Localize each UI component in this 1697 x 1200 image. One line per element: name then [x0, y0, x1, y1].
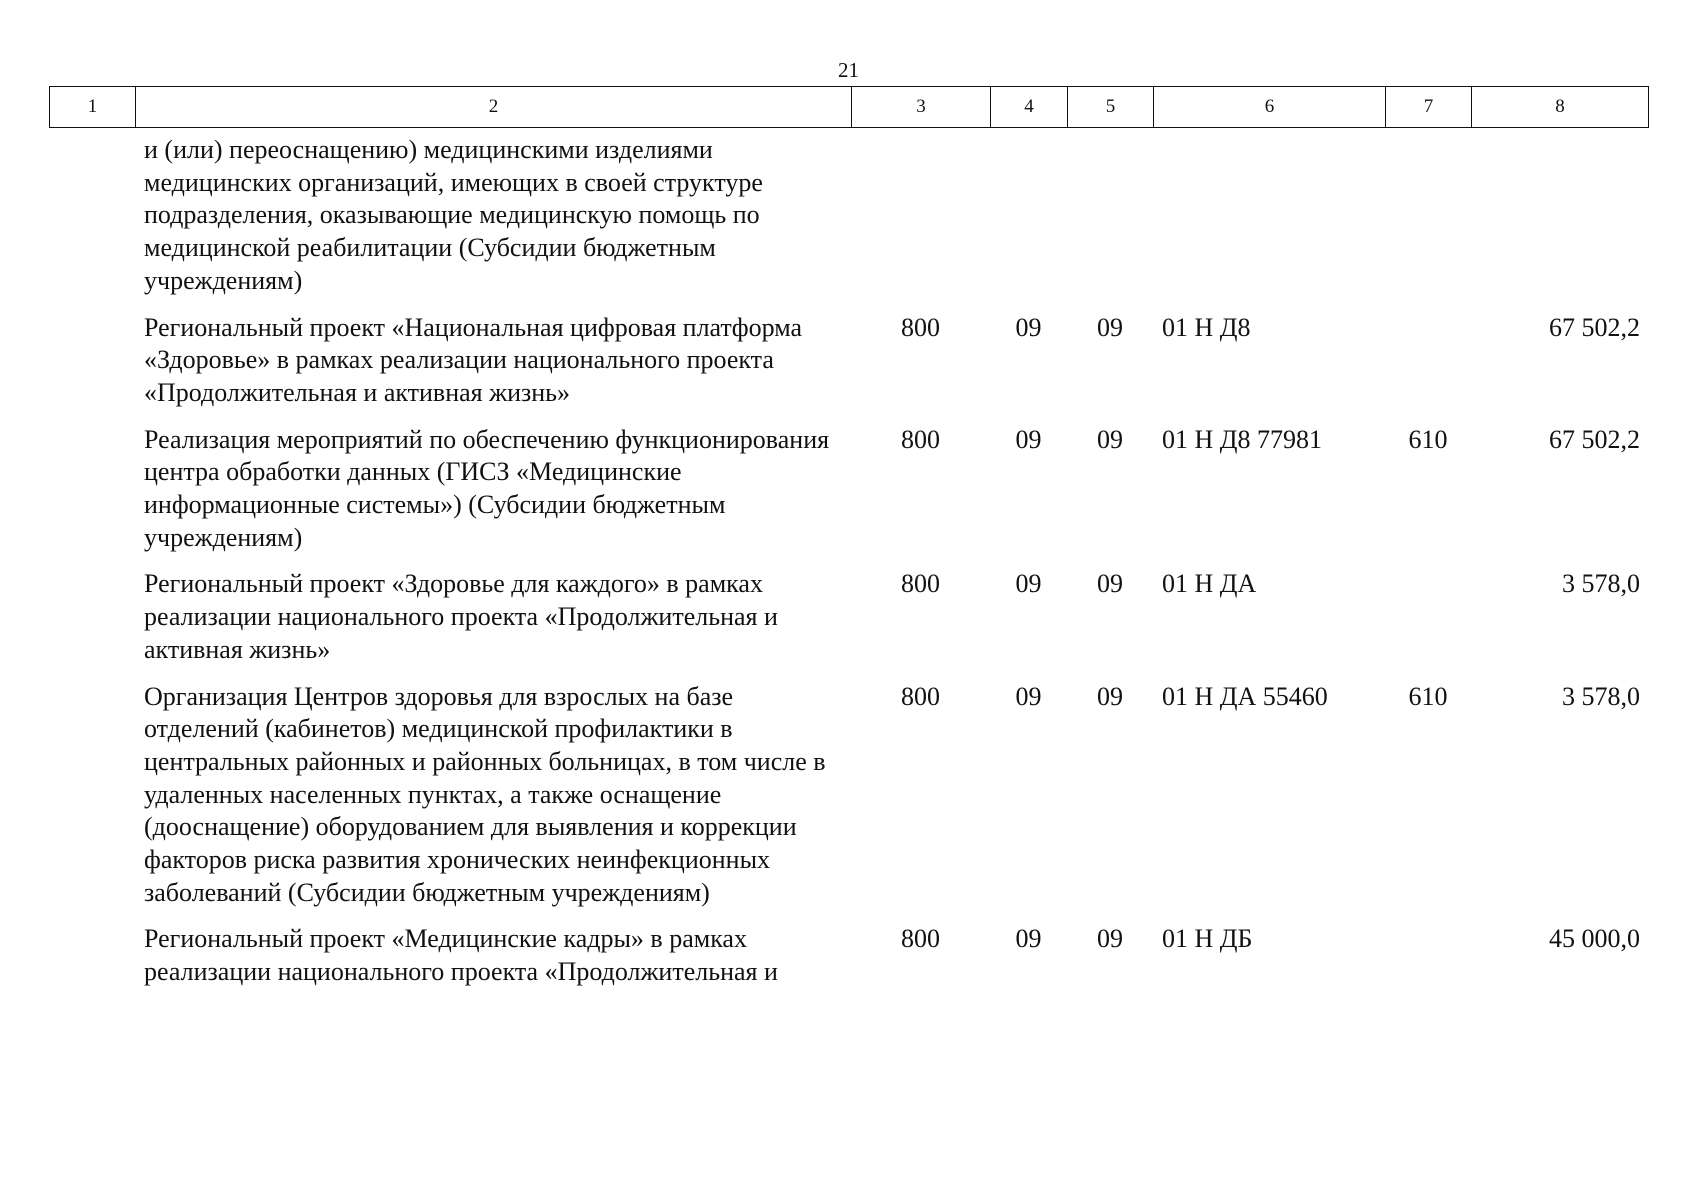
row-code6: 01 Н ДА — [1162, 569, 1257, 599]
row-amount: 67 502,2 — [1549, 312, 1640, 342]
row-amount: 3 578,0 — [1562, 569, 1640, 599]
row-amount — [1471, 134, 1648, 312]
row-code6 — [1153, 134, 1385, 312]
row-name: Региональный проект «Здоровье для каждого» в рамках реализации национального проекта «Продолжительная и активная жизнь» — [144, 569, 778, 664]
header-col-1: 1 — [50, 87, 136, 128]
row-name: Организация Центров здоровья для взрослых на базе отделений (кабинетов) медицинской профилактики в центральных районных и районных больницах, в том числе в удаленных населенных пунктах, а также оснащение (дооснащение) оборудованием для выявления и коррекции факторов риска развития хронических неинфекционных заболеваний (Субсидии бюджетным учреждениям) — [144, 681, 826, 907]
row-name: Региональный проект «Медицинские кадры» в рамках реализации национального проекта «Продолжительная и — [144, 924, 778, 987]
row-name: Региональный проект «Национальная цифровая платформа «Здоровье» в рамках реализации национального проекта «Продолжительная и активная жизнь» — [144, 312, 803, 407]
row-index-cell — [49, 568, 135, 680]
table-row — [49, 923, 1648, 1002]
row-code3: 800 — [901, 312, 940, 342]
row-code7: 610 — [1408, 424, 1448, 454]
header-col-5: 5 — [1068, 87, 1154, 128]
row-code7 — [1385, 134, 1471, 312]
page-number: 21 — [838, 58, 859, 82]
row-code6: 01 Н Д8 77981 — [1162, 424, 1323, 454]
row-code5 — [1067, 134, 1153, 312]
row-code7 — [1385, 568, 1471, 680]
row-index-cell — [49, 923, 135, 1002]
row-code4: 09 — [1015, 681, 1042, 711]
header-col-7: 7 — [1386, 87, 1472, 128]
row-code5: 09 — [1097, 924, 1123, 954]
row-code5: 09 — [1097, 681, 1123, 711]
row-amount: 3 578,0 — [1562, 681, 1640, 711]
row-amount: 67 502,2 — [1549, 424, 1640, 454]
table-row — [49, 568, 1648, 680]
row-code3: 800 — [901, 424, 940, 454]
row-index-cell — [49, 424, 135, 569]
row-index-cell — [49, 134, 135, 312]
row-code6: 01 Н Д8 — [1162, 312, 1251, 342]
row-code7: 610 — [1408, 681, 1448, 711]
table-row — [49, 312, 1648, 424]
row-code5: 09 — [1097, 424, 1123, 454]
row-code4: 09 — [1015, 424, 1042, 454]
row-name: и (или) переоснащению) медицинскими изделиями медицинских организаций, имеющих в своей структуре подразделения, оказывающие медицинскую помощь по медицинской реабилитации (Субсидии бюджетным учреждениям) — [144, 135, 763, 295]
table-header — [49, 86, 1649, 128]
row-code3: 800 — [901, 569, 940, 599]
row-code3: 800 — [901, 681, 940, 711]
header-col-2: 2 — [136, 87, 852, 128]
row-code5: 09 — [1097, 569, 1123, 599]
row-code5: 09 — [1097, 312, 1123, 342]
header-col-8: 8 — [1472, 87, 1649, 128]
row-index-cell — [49, 681, 135, 924]
row-code4: 09 — [1015, 569, 1042, 599]
header-col-6: 6 — [1154, 87, 1386, 128]
row-code4 — [990, 134, 1067, 312]
row-code7 — [1385, 923, 1471, 1002]
table-row — [49, 134, 1648, 312]
header-col-4: 4 — [991, 87, 1068, 128]
row-code4: 09 — [1015, 312, 1042, 342]
header-col-3: 3 — [852, 87, 991, 128]
budget-table — [49, 134, 1648, 1003]
row-amount: 45 000,0 — [1549, 924, 1640, 954]
row-code4: 09 — [1015, 924, 1042, 954]
row-code7 — [1385, 312, 1471, 424]
row-code3 — [851, 134, 990, 312]
row-code6: 01 Н ДБ — [1162, 924, 1253, 954]
table-row — [49, 681, 1648, 924]
row-code6: 01 Н ДА 55460 — [1162, 681, 1328, 711]
row-index-cell — [49, 312, 135, 424]
table-row — [49, 424, 1648, 569]
row-name: Реализация мероприятий по обеспечению функционирования центра обработки данных (ГИСЗ «Медицинские информационные системы») (Субсидии бюджетным учреждениям) — [144, 424, 830, 552]
row-code3: 800 — [901, 924, 940, 954]
